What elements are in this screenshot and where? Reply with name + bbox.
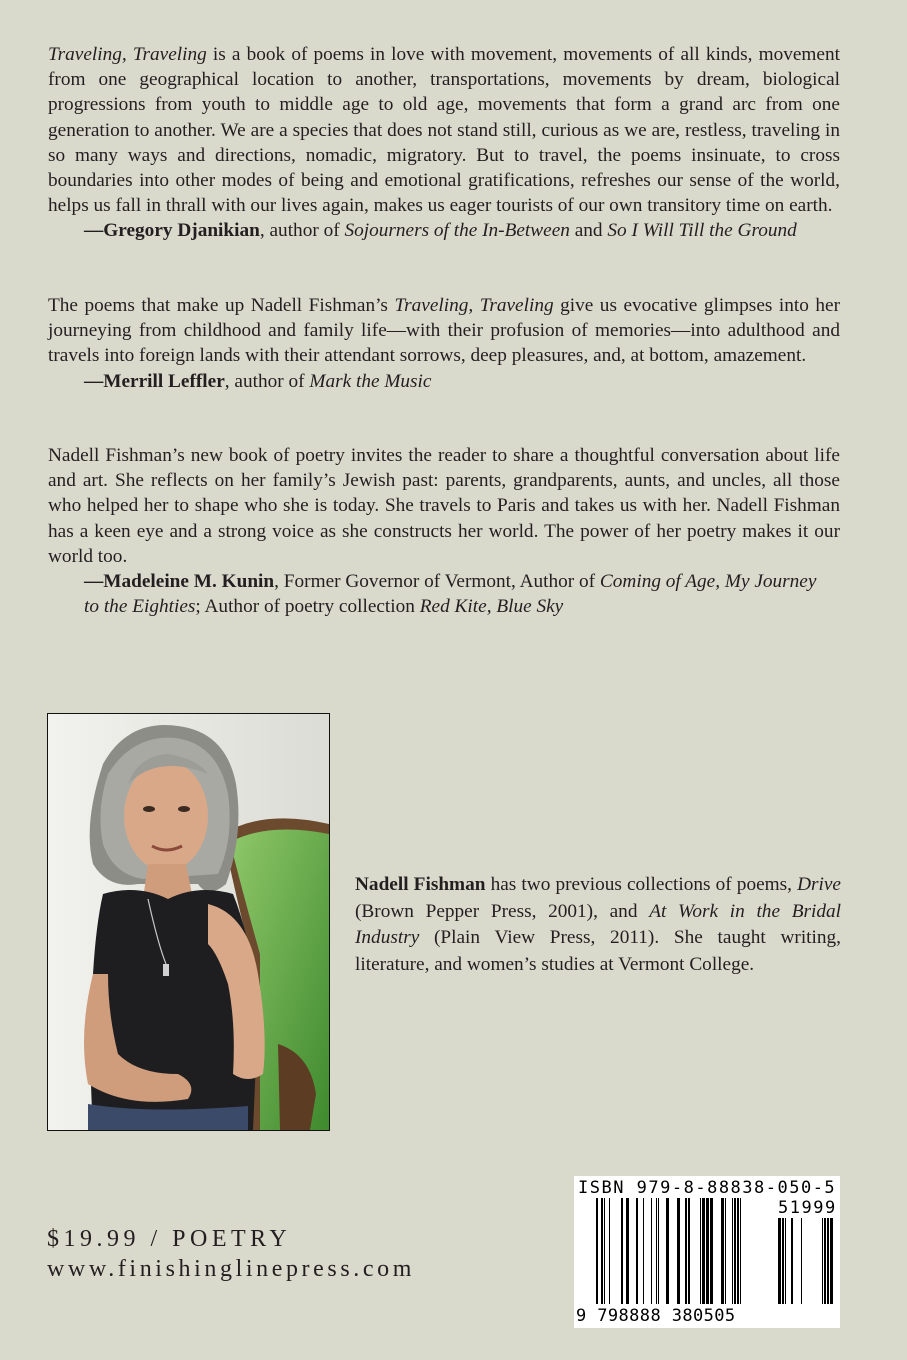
blurb-text [48,42,840,218]
website: www.finishinglinepress.com [47,1256,416,1282]
blurb-text [48,293,840,369]
price-category: $19.99 / POETRY [47,1226,292,1252]
barcode-bar [658,1198,659,1304]
barcode-bar [732,1198,733,1304]
bio-text: has two previous collections of poems, [485,874,798,895]
isbn-label: ISBN 979-8-88838-050-5 [578,1178,837,1198]
barcode-bar [688,1198,690,1304]
barcode-bar [710,1198,713,1304]
barcode-bar [666,1198,669,1304]
author-name: Nadell Fishman [355,874,486,895]
blurb-leffler [48,293,840,394]
isbn-barcode [574,1176,840,1328]
blurb-text [48,443,840,569]
barcode-bar [651,1198,652,1304]
attribution-author: —Merrill Leffler [84,370,225,392]
blurb-body: is a book of poems in love with movement, movements of all kinds, movement from one geographical location to another, transportations, movements by dream, biological progressions from youth to middle age to old age, movements that form a grand arc from one generation to another. We are a species that does not stand still, curious as we are, restless, traveling in so many ways and directions, nomadic, migratory. But to travel, the poems insinuate, to cross boundaries into other modes of being and emotional gratifications, refreshes our sense of the world, helps us fall in thrall with our lives again, makes us eager tourists of our own transitory time on earth. [48,44,840,217]
attribution-desc: , Former Governor of Vermont, Author of [274,571,600,593]
ean-digits: 9 798888 380505 [576,1306,736,1326]
book-title: Traveling, Traveling [394,295,554,316]
barcode-addon-bar [785,1218,786,1304]
attribution-and: and [569,220,608,242]
barcode-bar [601,1198,603,1304]
price-code: 51999 [778,1198,837,1218]
attribution-book: Sojourners of the In-Between [344,220,570,242]
barcode-bar [685,1198,687,1304]
barcode-addon-bar [801,1218,802,1304]
blurb-attribution [48,569,824,619]
price-block [47,1224,415,1284]
barcode-bar [725,1198,726,1304]
attribution-book: Coming of Age, My Journey to the Eighties [84,571,817,618]
blurb-body: The poems that make up Nadell Fishman’s [48,295,395,316]
barcode-bar [626,1198,629,1304]
barcode-addon-bar [782,1218,784,1304]
barcode-bar [604,1198,605,1304]
blurb-djanikian [48,42,840,244]
bio-book: At Work in the Bridal Industry [355,900,841,948]
barcode-bar [621,1198,623,1304]
attribution-desc: , author of [224,370,310,392]
barcode-bar [609,1198,610,1304]
barcode-bar [677,1198,680,1304]
barcode-bar [596,1198,598,1304]
attribution-desc: , author of [259,220,345,242]
attribution-author: —Madeleine M. Kunin [84,571,275,593]
blurb-attribution [48,369,840,394]
blurb-attribution [48,218,840,243]
bio-text: (Plain View Press, 2011). She taught writing, literature, and women’s studies at Vermont College. [355,927,841,975]
attribution-book: Mark the Music [309,370,432,392]
barcode-bar [740,1198,741,1304]
attribution-mid: ; Author of poetry collection [195,596,420,618]
blurb-kunin [48,443,840,619]
author-photo [47,713,330,1131]
barcode-addon-bar [830,1218,833,1304]
barcode-bar [700,1198,701,1304]
barcode-addon-bar [824,1218,826,1304]
barcode-bar [636,1198,638,1304]
barcode-addon-bar [822,1218,823,1304]
attribution-author: —Gregory Djanikian [84,220,260,242]
barcode-bar [706,1198,709,1304]
bio-book: Drive [797,874,841,895]
barcode-bar [734,1198,736,1304]
barcode-addon-bar [827,1218,829,1304]
barcode-bar [737,1198,739,1304]
author-portrait-illustration [48,714,329,1130]
bio-text: (Brown Pepper Press, 2001), and [355,900,650,922]
author-bio [355,872,841,978]
blurb-body: Nadell Fishman’s new book of poetry invites the reader to share a thoughtful conversation about life and art. She reflects on her family’s Jewish past: parents, grandparents, aunts, and uncles, all those who helped her to shape who she is today. She travels to Paris and takes us with her. Nadell Fishman has a keen eye and a strong voice as she constructs her world. The power of her poetry makes it our world too. [48,445,840,567]
barcode-addon-bar [791,1218,793,1304]
attribution-book: So I Will Till the Ground [607,220,797,242]
barcode-bar [643,1198,644,1304]
barcode-bar [721,1198,724,1304]
barcode-bar [702,1198,705,1304]
barcode-bar [656,1198,657,1304]
attribution-book: Red Kite, Blue Sky [419,596,564,618]
blurb-body: give us evocative glimpses into her journeying from childhood and family life—with their profusion of memories—into adulthood and travels into foreign lands with their attendant sorrows, deep pleasures, and, at bottom, amazement. [48,295,840,367]
barcode-addon-bar [778,1218,781,1304]
book-title: Traveling, Traveling [48,44,207,65]
